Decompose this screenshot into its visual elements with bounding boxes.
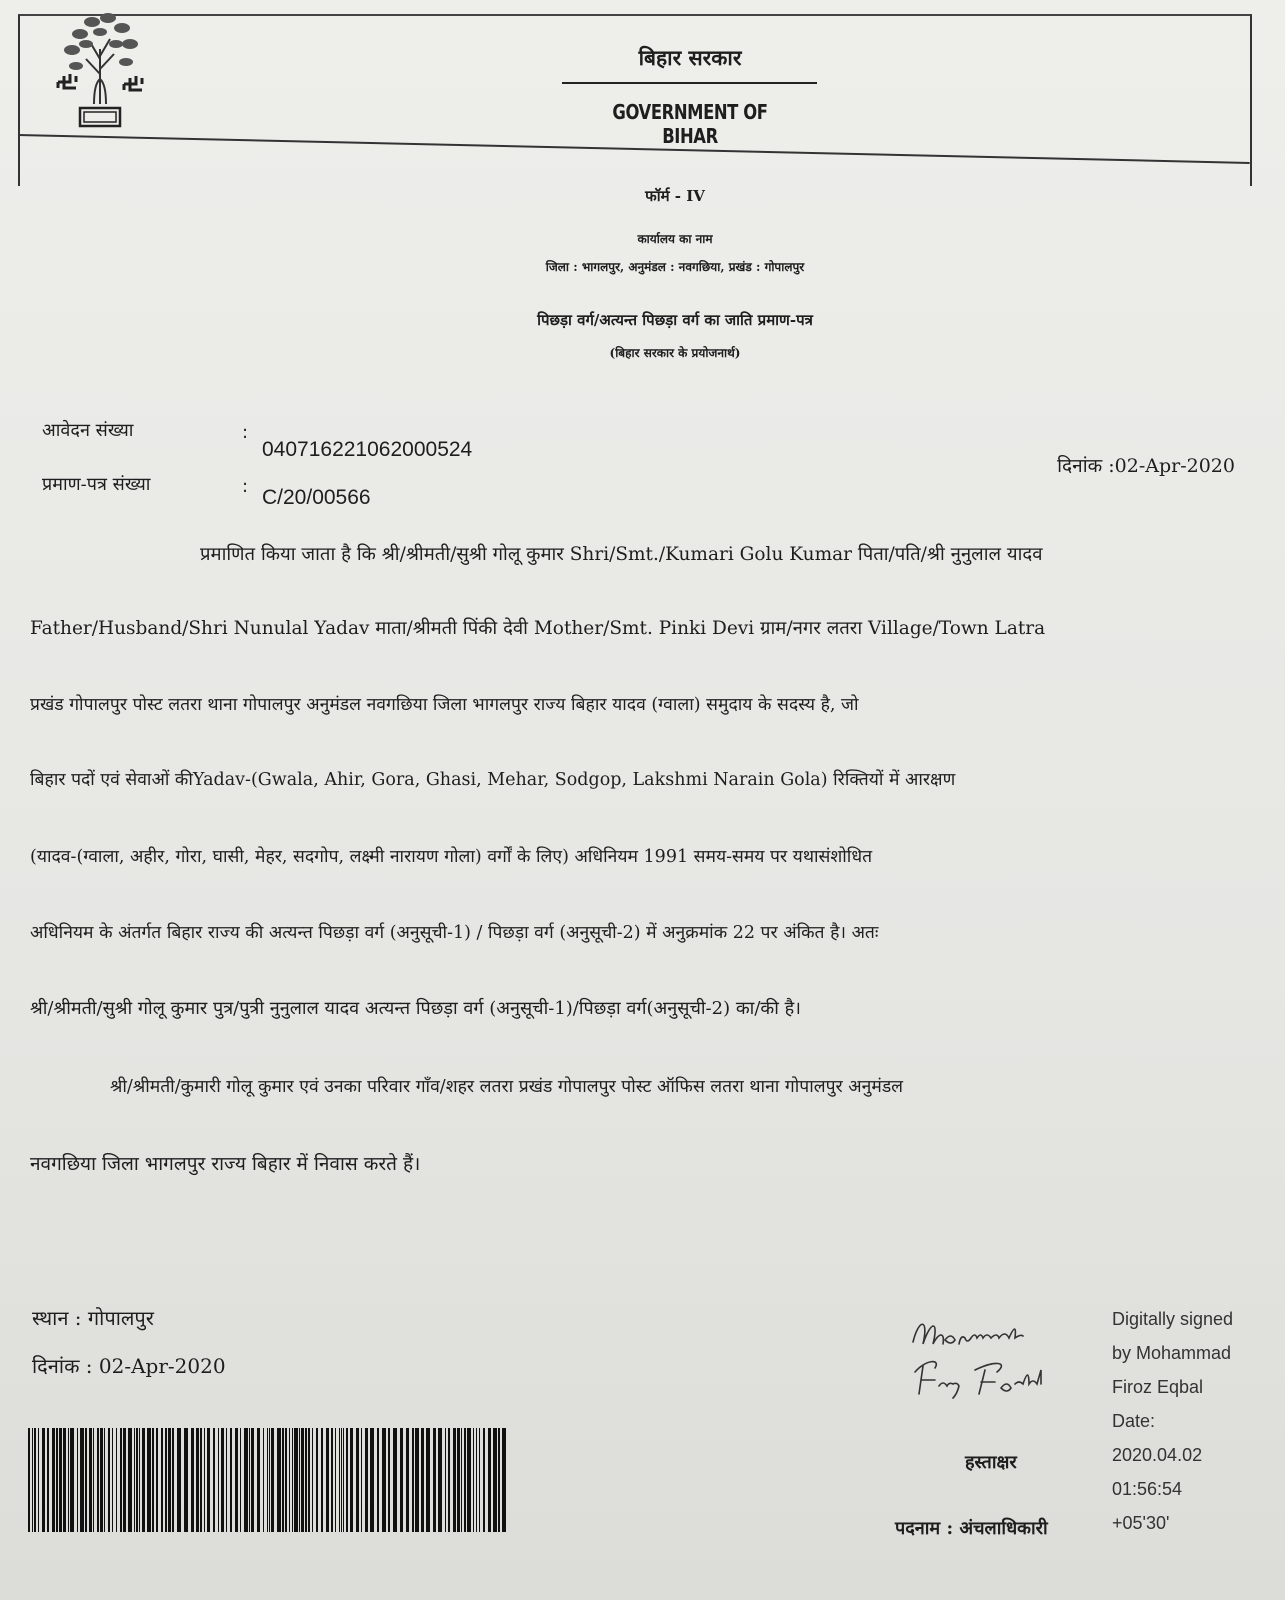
barcode-bar	[299, 1428, 300, 1532]
barcode-bar	[172, 1428, 174, 1532]
barcode-bar	[361, 1428, 362, 1532]
barcode-bar	[104, 1428, 105, 1532]
barcode-bar	[483, 1428, 485, 1532]
barcode-bar	[196, 1428, 199, 1532]
barcode-bar	[326, 1428, 329, 1532]
application-colon: :	[242, 422, 249, 443]
barcode-bar	[156, 1428, 158, 1532]
barcode-bar	[292, 1428, 293, 1532]
barcode-bar	[200, 1428, 202, 1532]
application-number-value: 040716221062000524	[262, 438, 473, 461]
barcode-bar	[230, 1428, 232, 1532]
barcode-bar	[120, 1428, 122, 1532]
barcode-bar	[294, 1428, 298, 1532]
barcode-bar	[301, 1428, 304, 1532]
barcode-bar	[289, 1428, 290, 1532]
barcode-bar	[207, 1428, 210, 1532]
barcode-bar	[388, 1428, 390, 1532]
barcode-bar	[365, 1428, 368, 1532]
barcode-bar	[267, 1428, 268, 1532]
barcode-bar	[312, 1428, 313, 1532]
barcode-bar	[341, 1428, 342, 1532]
barcode-bar	[85, 1428, 87, 1532]
bihar-emblem-icon	[50, 4, 150, 132]
barcode-bar	[108, 1428, 110, 1532]
barcode-bar	[282, 1428, 284, 1532]
barcode-bar	[476, 1428, 477, 1532]
barcode-bar	[356, 1428, 359, 1532]
barcode-bar	[100, 1428, 103, 1532]
barcode-bar	[32, 1428, 33, 1532]
barcode-bar	[331, 1428, 333, 1532]
barcode-bar	[412, 1428, 414, 1532]
barcode-bar	[77, 1428, 78, 1532]
certificate-title: पिछड़ा वर्ग/अत्यन्त पिछड़ा वर्ग का जाति प्रमाण-पत्र	[537, 311, 813, 329]
digital-signature-line: Date:	[1112, 1411, 1156, 1431]
certificate-number-value: C/20/00566	[262, 486, 371, 509]
barcode-bar	[56, 1428, 58, 1532]
digital-signature-line: 01:56:54	[1112, 1479, 1183, 1499]
certificate-colon: :	[242, 476, 249, 497]
issue-date-top: दिनांक :02-Apr-2020	[1057, 455, 1235, 477]
barcode-bar	[52, 1428, 55, 1532]
barcode-bar	[467, 1428, 471, 1532]
barcode-bar	[339, 1428, 340, 1532]
body-line-1: प्रमाणित किया जाता है कि श्री/श्रीमती/सुश्री गोलू कुमार Shri/Smt./Kumari Golu Kumar पिता/पति/श्री नुनुलाल यादव	[200, 544, 1043, 565]
barcode-bar	[93, 1428, 94, 1532]
barcode-bar	[59, 1428, 62, 1532]
barcode-bar	[269, 1428, 270, 1532]
barcode-bar	[285, 1428, 287, 1532]
barcode-bar	[316, 1428, 318, 1532]
barcode-bar	[382, 1428, 386, 1532]
barcode-bar	[116, 1428, 117, 1532]
barcode-bar	[277, 1428, 281, 1532]
barcode-bar	[134, 1428, 135, 1532]
barcode-bar	[393, 1428, 397, 1532]
barcode-bar	[335, 1428, 336, 1532]
body-line-8: श्री/श्रीमती/कुमारी गोलू कुमार एवं उनका परिवार गाँव/शहर लतरा प्रखंड गोपालपुर पोस्ट ऑफिस लतरा थाना गोपालपुर अनुमंडल	[110, 1077, 904, 1097]
barcode-bar	[221, 1428, 224, 1532]
barcode-bar	[42, 1428, 45, 1532]
barcode-bar	[370, 1428, 374, 1532]
barcode-bar	[406, 1428, 409, 1532]
barcode-bar	[161, 1428, 163, 1532]
form-number: फॉर्म - IV	[645, 187, 705, 205]
barcode-bar	[235, 1428, 238, 1532]
barcode-bar	[473, 1428, 474, 1532]
barcode-bar	[343, 1428, 344, 1532]
place-line: स्थान : गोपालपुर	[32, 1306, 154, 1330]
barcode-bar	[152, 1428, 154, 1532]
barcode-bar	[488, 1428, 491, 1532]
barcode-bar	[251, 1428, 254, 1532]
barcode-bar	[305, 1428, 307, 1532]
barcode-bar	[218, 1428, 219, 1532]
footer-date: दिनांक : 02-Apr-2020	[32, 1354, 226, 1378]
barcode-bar	[377, 1428, 379, 1532]
barcode-bar	[28, 1428, 30, 1532]
barcode-bar	[136, 1428, 138, 1532]
barcode-bar	[502, 1428, 506, 1532]
barcode-bar	[63, 1428, 66, 1532]
government-title-english: GOVERNMENT OF BIHAR	[612, 100, 768, 148]
barcode-bar	[498, 1428, 500, 1532]
barcode-bar	[433, 1428, 436, 1532]
barcode-bar	[263, 1428, 264, 1532]
barcode-bar	[34, 1428, 36, 1532]
barcode-icon	[28, 1428, 514, 1532]
designation: पदनाम : अंचलाधिकारी	[895, 1518, 1048, 1539]
digital-signature-line: by Mohammad	[1112, 1343, 1232, 1363]
barcode-bar	[38, 1428, 39, 1532]
barcode-bar	[112, 1428, 113, 1532]
barcode-bar	[346, 1428, 348, 1532]
barcode-bar	[244, 1428, 248, 1532]
barcode-bar	[493, 1428, 497, 1532]
body-line-4: बिहार पदों एवं सेवाओं कीYadav-(Gwala, Ahir, Gora, Ghasi, Mehar, Sodgop, Lakshmi Narain Gola) रिक्तियों में आरक्षण	[30, 770, 956, 790]
barcode-bar	[271, 1428, 274, 1532]
district-line: जिला : भागलपुर, अनुमंडल : नवगछिया, प्रखंड : गोपालपुर	[545, 260, 805, 274]
digital-signature-line: +05'30'	[1112, 1513, 1170, 1533]
barcode-bar	[457, 1428, 460, 1532]
barcode-bar	[184, 1428, 188, 1532]
barcode-bar	[68, 1428, 69, 1532]
office-name: कार्यालय का नाम	[637, 232, 713, 246]
barcode-bar	[453, 1428, 456, 1532]
government-title-hindi: बिहार सरकार	[638, 45, 742, 70]
digital-signature-block	[1112, 1302, 1272, 1540]
barcode-bar	[142, 1428, 145, 1532]
barcode-bar	[70, 1428, 74, 1532]
barcode-bar	[165, 1428, 167, 1532]
barcode-bar	[47, 1428, 49, 1532]
barcode-bar	[421, 1428, 424, 1532]
body-line-9: नवगछिया जिला भागलपुर राज्य बिहार में निवास करते हैं।	[30, 1153, 421, 1175]
body-line-7: श्री/श्रीमती/सुश्री गोलू कुमार पुत्र/पुत्री नुनुलाल यादव अत्यन्त पिछड़ा वर्ग (अनुसूची-1)/पिछड़ा वर्ग(अनुसूची-2) का/की है।	[30, 998, 801, 1019]
barcode-bar	[128, 1428, 132, 1532]
barcode-bar	[249, 1428, 250, 1532]
barcode-bar	[438, 1428, 442, 1532]
barcode-bar	[464, 1428, 466, 1532]
digital-signature-line: Firoz Eqbal	[1112, 1377, 1204, 1397]
barcode-bar	[240, 1428, 241, 1532]
barcode-bar	[123, 1428, 126, 1532]
barcode-bar	[445, 1428, 446, 1532]
barcode-bar	[448, 1428, 450, 1532]
application-number-label: आवेदन संख्या	[42, 420, 134, 441]
certificate-number-label: प्रमाण-पत्र संख्या	[42, 474, 151, 495]
body-line-6: अधिनियम के अंतर्गत बिहार राज्य की अत्यन्त पिछड़ा वर्ग (अनुसूची-1) / पिछड़ा वर्ग (अनुसूची-2) में अनुक्रमांक 22 पर अंकित है। अतः	[30, 923, 879, 943]
signature-image	[905, 1310, 1085, 1420]
signature-label: हस्ताक्षर	[965, 1452, 1017, 1473]
barcode-bar	[257, 1428, 260, 1532]
barcode-bar	[415, 1428, 419, 1532]
barcode-bar	[139, 1428, 140, 1532]
barcode-bar	[226, 1428, 227, 1532]
certificate-purpose: (बिहार सरकार के प्रयोजनार्थ)	[609, 346, 741, 360]
barcode-bar	[350, 1428, 353, 1532]
digital-signature-line: Digitally signed	[1112, 1309, 1234, 1329]
digital-signature-line: 2020.04.02	[1112, 1445, 1203, 1465]
title-underline	[562, 82, 817, 84]
barcode-bar	[168, 1428, 171, 1532]
barcode-bar	[204, 1428, 205, 1532]
barcode-bar	[400, 1428, 403, 1532]
barcode-bar	[147, 1428, 151, 1532]
body-line-3: प्रखंड गोपालपुर पोस्ट लतरा थाना गोपालपुर अनुमंडल नवगछिया जिला भागलपुर राज्य बिहार यादव (ग्वाला) समुदाय के सदस्य है, जो	[30, 695, 859, 715]
barcode-bar	[97, 1428, 99, 1532]
barcode-bar	[308, 1428, 310, 1532]
barcode-bar	[461, 1428, 462, 1532]
barcode-bar	[321, 1428, 323, 1532]
barcode-bar	[80, 1428, 84, 1532]
barcode-bar	[426, 1428, 430, 1532]
barcode-bar	[89, 1428, 92, 1532]
body-line-2: Father/Husband/Shri Nunulal Yadav माता/श्रीमती पिंकी देवी Mother/Smt. Pinki Devi ग्राम/नगर लतरा Village/Town Latra	[30, 618, 1046, 639]
barcode-bar	[479, 1428, 480, 1532]
barcode-bar	[177, 1428, 181, 1532]
body-line-5: (यादव-(ग्वाला, अहीर, गोरा, घासी, मेहर, सदगोप, लक्ष्मी नारायण गोला) वर्गों के लिए) अधिनियम 1991 समय-समय पर यथासंशोधित	[30, 847, 873, 867]
barcode-bar	[213, 1428, 215, 1532]
barcode-bar	[191, 1428, 194, 1532]
